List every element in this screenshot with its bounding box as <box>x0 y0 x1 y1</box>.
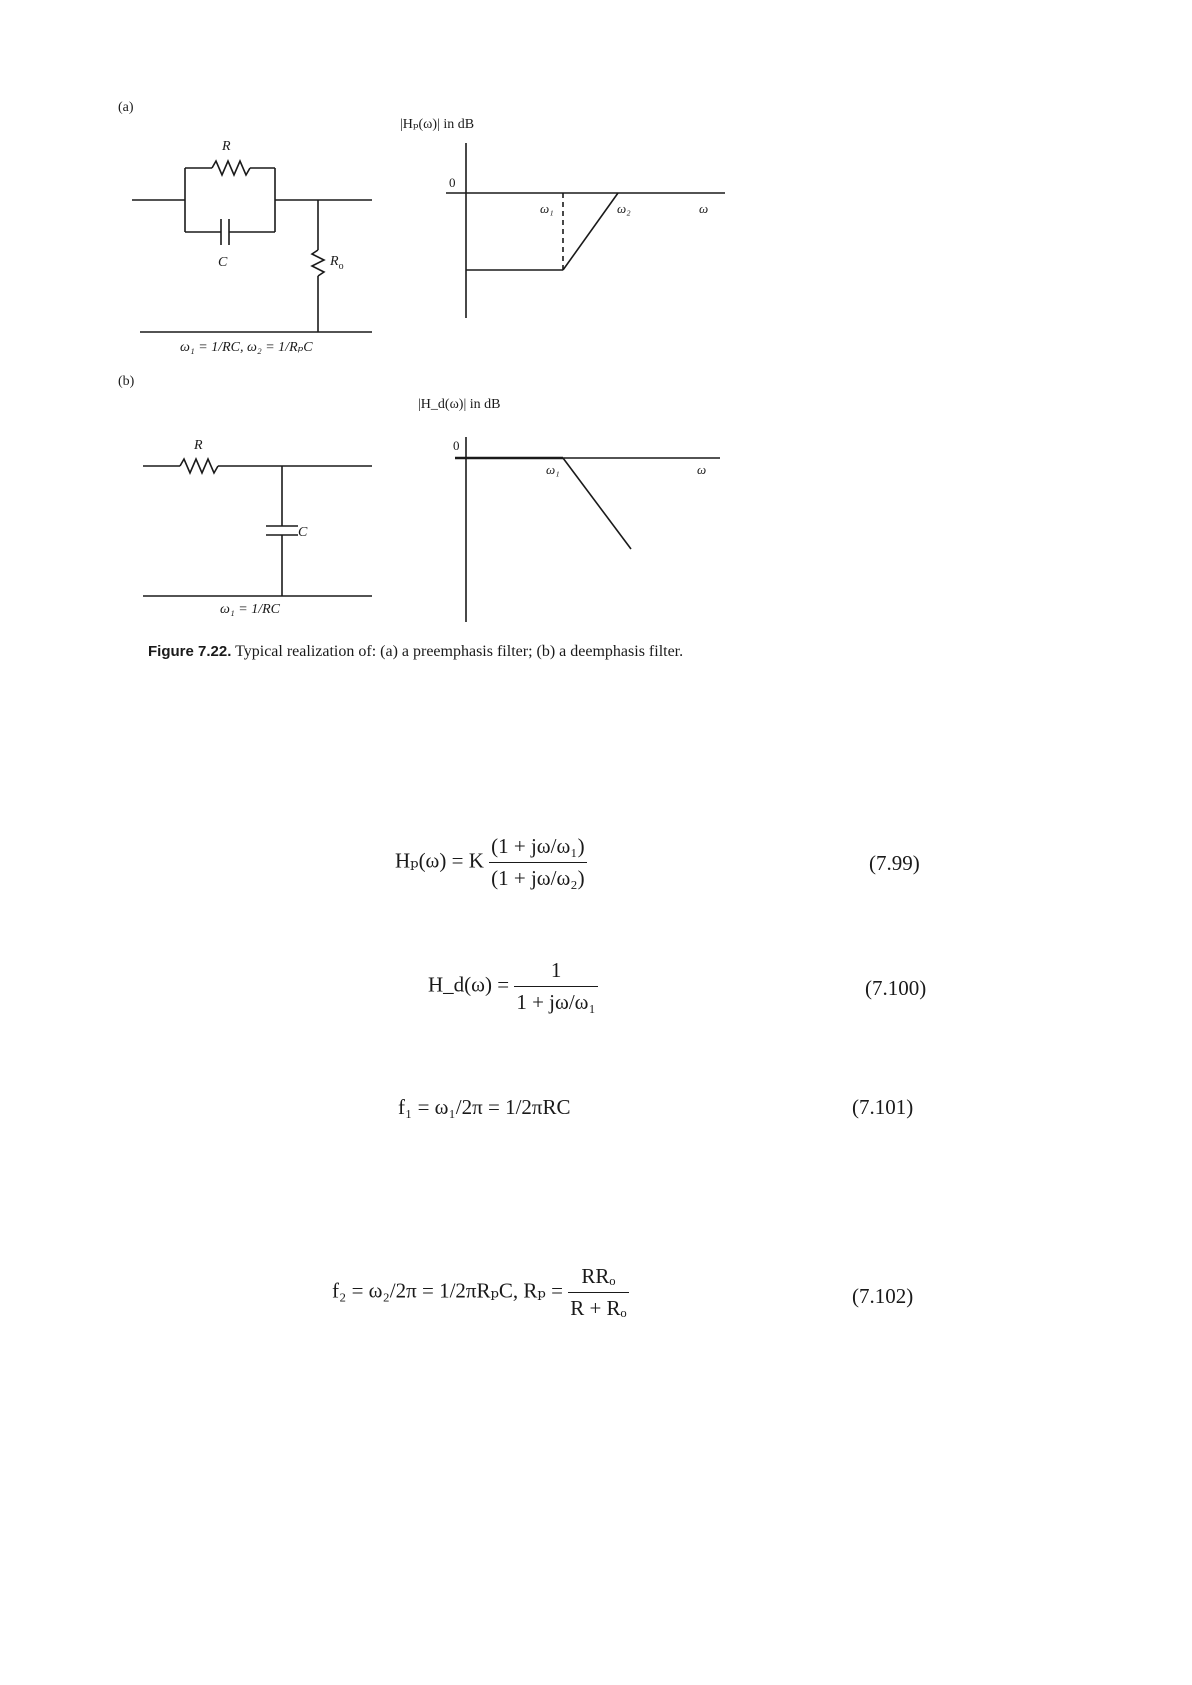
label-c-b: C <box>298 525 308 540</box>
eq-7-100-denominator: 1 + jω/ω₁ <box>516 990 596 1014</box>
figure-caption <box>148 643 683 661</box>
equation-number-7-100: (7.100) <box>865 976 927 1000</box>
eq-7-99-denominator: (1 + jω/ω₂) <box>491 866 585 890</box>
eq-7-99-lhs: Hₚ(ω) = K <box>395 848 484 873</box>
plot-b-omega1: ω₁ <box>546 462 560 477</box>
equation-number-7-101: (7.101) <box>852 1095 914 1119</box>
eq-7-102-denominator: R + Rₒ <box>570 1296 627 1320</box>
panel-a-tag: (a) <box>118 100 134 115</box>
equation-number-7-102: (7.102) <box>852 1284 914 1308</box>
resistor-ro-zigzag <box>312 250 324 276</box>
deemphasis-circuit <box>143 459 372 596</box>
label-ro: $R_o$ <box>330 254 344 272</box>
eq-7-100-fraction <box>514 958 597 1015</box>
eq-7-100-lhs: H_d(ω) = <box>428 972 510 997</box>
deemphasis-response-plot <box>455 437 720 622</box>
preemphasis-response-plot <box>446 143 725 318</box>
label-r-b: R <box>194 438 203 453</box>
equation-7-100 <box>428 958 598 1015</box>
plot-a-omega1: ω₁ <box>540 201 554 216</box>
plot-a-ylabel: |Hₚ(ω)| in dB <box>400 117 475 132</box>
figure-caption-text: Typical realization of: (a) a preemphasis filter; (b) a deemphasis filter. <box>235 643 684 660</box>
figure-7-22 <box>0 0 1192 640</box>
plot-a-omega: ω <box>699 201 709 216</box>
panel-b-tag: (b) <box>118 374 135 389</box>
figure-label: Figure 7.22. <box>148 643 232 660</box>
equation-number-7-99: (7.99) <box>869 851 920 875</box>
eq-7-99-numerator: (1 + jω/ω₁) <box>489 834 586 863</box>
plot-b-omega: ω <box>697 462 707 477</box>
plot-a-omega2: ω₂ <box>617 201 631 216</box>
circuit-a-formula: ω₁ = 1/RC, ω₂ = 1/RₚC <box>180 340 313 355</box>
label-c: C <box>218 255 228 270</box>
plot-a-zero: 0 <box>449 175 456 190</box>
equation-7-101: f₁ = ω₁/2π = 1/2πRC <box>398 1095 571 1119</box>
equation-7-99 <box>395 834 587 891</box>
eq-7-100-numerator: 1 <box>514 958 597 987</box>
plot-b-ylabel: |H_d(ω)| in dB <box>418 397 501 412</box>
resistor-r-zigzag <box>212 161 250 175</box>
eq-7-102-fraction <box>568 1264 628 1321</box>
eq-7-99-fraction <box>489 834 586 891</box>
circuit-b-formula: ω₁ = 1/RC <box>220 602 280 617</box>
eq-7-102-lhs: f₂ = ω₂/2π = 1/2πRₚC, Rₚ = <box>332 1278 563 1303</box>
equation-7-102 <box>332 1264 629 1321</box>
label-r: R <box>222 139 231 154</box>
plot-b-zero: 0 <box>453 438 460 453</box>
eq-7-102-numerator: RRₒ <box>568 1264 628 1293</box>
preemphasis-circuit <box>132 161 372 332</box>
